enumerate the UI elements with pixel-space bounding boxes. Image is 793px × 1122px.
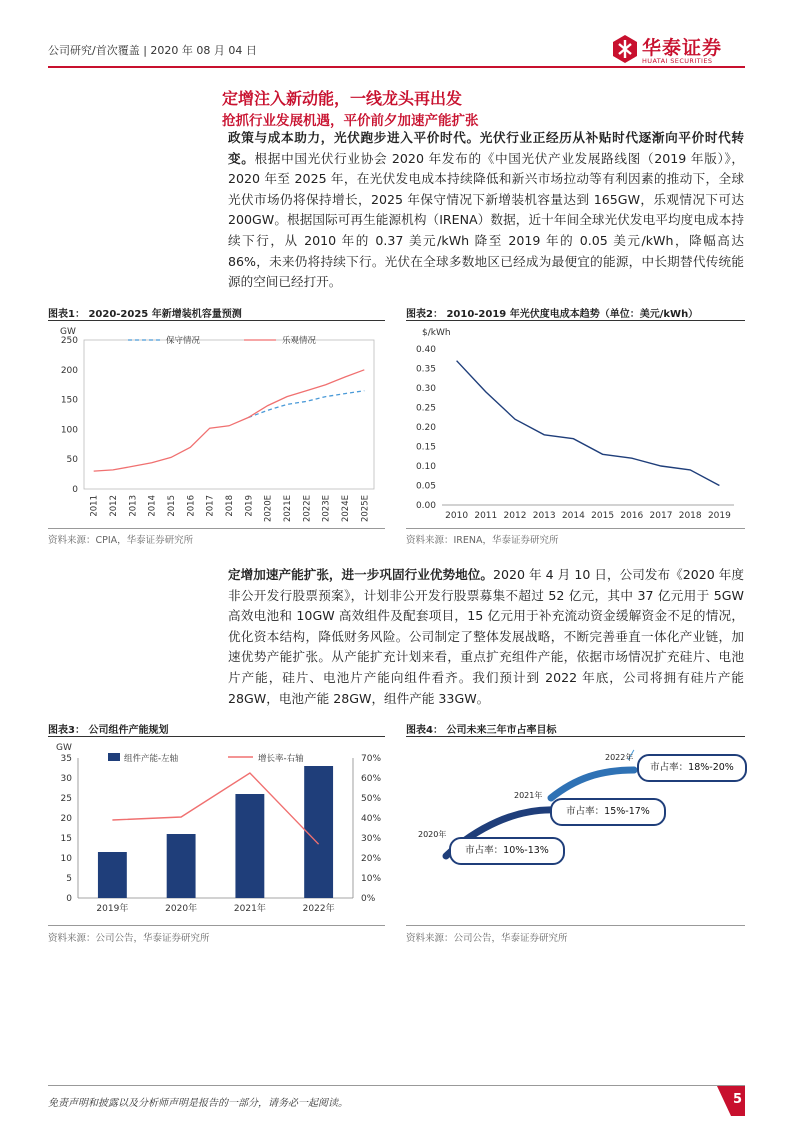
- figure1-chart: [48, 322, 385, 527]
- y-tick-label: 0.30: [415, 384, 436, 394]
- y-right-tick-label: 50%: [361, 794, 382, 804]
- milestone-box-2021: 市占率：15%-17%: [550, 798, 666, 826]
- y-tick-label: 150: [60, 395, 78, 406]
- x-tick-label: 2013: [128, 495, 139, 517]
- y-left-tick-label: 35: [60, 754, 72, 764]
- y-tick-label: 0: [72, 485, 78, 495]
- figure3-rule: [48, 736, 385, 737]
- milestone-box-2022: 市占率：18%-20%: [637, 754, 747, 782]
- paragraph-lead: 政策与成本助力，光伏跑步进入平价时代。光伏行业正经历从补贴时代逐渐向平价时代转变。: [228, 130, 744, 166]
- series-line-conservative: [248, 391, 364, 418]
- y-right-tick-label: 60%: [361, 774, 382, 784]
- y-tick-label: 0.25: [415, 403, 436, 414]
- figure4-source: 资料来源：公司公告，华泰证券研究所: [406, 933, 568, 944]
- x-tick-label: 2017: [649, 511, 673, 521]
- legend-swatch: [108, 753, 120, 761]
- figure1-end-rule: [48, 528, 385, 529]
- milestone-year-2020: 2020年: [418, 830, 447, 839]
- x-tick-label: 2019年: [96, 904, 129, 914]
- section-subtitle: 抢抓行业发展机遇，平价前夕加速产能扩张: [222, 113, 479, 129]
- y-tick-label: 0.40: [415, 345, 436, 355]
- x-tick-label: 2020E: [263, 495, 274, 523]
- milestone-year-2022: 2022年: [605, 753, 634, 762]
- x-tick-label: 2011: [474, 511, 498, 521]
- y-left-tick-label: 25: [60, 794, 72, 804]
- x-tick-label: 2020年: [165, 904, 198, 914]
- figure4-title: 图表4： 公司未来三年市占率目标: [406, 725, 557, 736]
- x-tick-label: 2024E: [341, 495, 351, 523]
- milestone-box-2020: 市占率：10%-13%: [449, 837, 565, 865]
- x-tick-label: 2010: [445, 511, 469, 521]
- y-right-tick-label: 0%: [361, 894, 376, 904]
- y-right-tick-label: 20%: [361, 854, 382, 864]
- y-right-tick-label: 30%: [361, 834, 382, 844]
- x-tick-label: 2015: [167, 495, 177, 517]
- figure1-rule: [48, 320, 385, 321]
- y-left-tick-label: 5: [66, 874, 72, 884]
- huatai-logo-icon: [612, 34, 638, 64]
- header-breadcrumb: 公司研究/首次覆盖 | 2020 年 08 月 04 日: [48, 44, 257, 57]
- growth-rate-line: [112, 773, 318, 844]
- legend-label: 增长率-右轴: [258, 754, 304, 764]
- y-axis-label: $/kWh: [422, 328, 451, 338]
- paragraph-lead: 定增加速产能扩张，进一步巩固行业优势地位。: [228, 567, 493, 582]
- figure3-title: 图表3： 公司组件产能规划: [48, 725, 169, 736]
- footer-disclaimer: 免责声明和披露以及分析师声明是报告的一部分，请务必一起阅读。: [48, 1098, 348, 1109]
- intro-paragraph: [228, 128, 744, 293]
- y-tick-label: 50: [66, 455, 78, 466]
- x-tick-label: 2015: [591, 511, 615, 521]
- y-axis-label: GW: [56, 743, 72, 753]
- x-tick-label: 2016: [186, 495, 197, 517]
- x-tick-label: 2013: [532, 511, 556, 521]
- y-right-tick-label: 10%: [361, 874, 382, 884]
- capacity-bar: [98, 852, 127, 898]
- y-tick-label: 0.35: [415, 364, 436, 375]
- x-tick-label: 2014: [561, 511, 585, 521]
- y-left-tick-label: 0: [66, 894, 72, 904]
- capacity-bar: [304, 766, 333, 898]
- footer-divider: [48, 1085, 745, 1086]
- section-title: 定增注入新动能，一线龙头再出发: [222, 89, 463, 108]
- x-tick-label: 2012: [503, 511, 527, 521]
- series-line-optimistic: [94, 370, 365, 471]
- paragraph-body: 2020 年 4 月 10 日，公司发布《2020 年度非公开发行股票预案》，计划非公开发行股票募集不超过 52 亿元，其中 37 亿元用于 5GW 高效电池和 10GW 高效组件及配套项目，15 亿元用于补充流动资金缓解资金不足的情况，优化资本结构，降低财务风险。公司制定了整体发展战略，不断完善垂直一体化产业链，加速优势产能扩张。从产能扩充计划来看，重点扩充组件产能，依据市场情况扩充硅片、电池片产能，硅片、电池片产能向组件看齐。我们预计到 2022 年底，公司将拥有硅片产能 28GW，电池产能 28GW，组件产能 33GW。: [228, 567, 744, 706]
- y-tick-label: 0.05: [415, 481, 436, 492]
- figure1-title: 图表1： 2020-2025 年新增装机容量预测: [48, 309, 242, 320]
- figure2-source: 资料来源：IRENA，华泰证券研究所: [406, 535, 559, 546]
- y-tick-label: 0.00: [415, 501, 436, 511]
- series-line-cost: [457, 361, 720, 486]
- figure2-title: 图表2： 2010-2019 年光伏度电成本趋势（单位：美元/kWh）: [406, 309, 699, 320]
- y-tick-label: 100: [60, 425, 78, 436]
- page-number: 5: [733, 1092, 743, 1107]
- y-tick-label: 200: [60, 365, 78, 376]
- figure3-chart: [48, 738, 385, 923]
- capacity-paragraph: [228, 565, 744, 709]
- x-tick-label: 2018: [225, 495, 235, 517]
- y-left-tick-label: 20: [60, 814, 72, 824]
- y-tick-label: 0.20: [415, 423, 436, 433]
- x-tick-label: 2025E: [360, 495, 371, 523]
- header-divider: [48, 66, 745, 68]
- y-right-tick-label: 40%: [361, 814, 382, 824]
- capacity-bar: [167, 834, 196, 898]
- x-tick-label: 2022年: [302, 904, 335, 914]
- y-right-tick-label: 70%: [361, 754, 382, 764]
- figure3-end-rule: [48, 925, 385, 926]
- x-tick-label: 2012: [109, 495, 119, 517]
- figure3-source: 资料来源：公司公告，华泰证券研究所: [48, 933, 210, 944]
- legend-label: 乐观情况: [282, 336, 317, 346]
- y-tick-label: 0.10: [415, 462, 436, 472]
- arc-2021: [551, 770, 634, 798]
- figure4-end-rule: [406, 925, 745, 926]
- milestone-year-2021: 2021年: [514, 791, 543, 800]
- y-left-tick-label: 15: [60, 834, 72, 844]
- legend-label: 保守情况: [166, 336, 201, 346]
- x-tick-label: 2016: [620, 511, 644, 521]
- paragraph-body: 根据中国光伏行业协会 2020 年发布的《中国光伏产业发展路线图（2019 年版）》，2020 年至 2025 年，在光伏发电成本持续降低和新兴市场拉动等有利因素的推动下，全球光伏市场仍将保持增长，2025 年保守情况下新增装机容量达到 165GW，乐观情况下可达 200GW。根据国际可再生能源机构（IRENA）数据，近十年间全球光伏发电平均度电成本持续下行，从 2010 年的 0.37 美元/kWh 降至 2019 年的 0.05 美元/kWh，降幅高达 86%，未来仍将持续下行。光伏在全球多数地区已经成为最便宜的能源，中长期替代传统能源的空间已经打开。: [228, 150, 745, 290]
- figure2-rule: [406, 320, 745, 321]
- y-left-tick-label: 30: [60, 774, 72, 784]
- y-tick-label: 0.15: [415, 442, 436, 453]
- x-tick-label: 2022E: [302, 495, 313, 523]
- x-tick-label: 2023E: [321, 495, 332, 523]
- figure2-chart: [406, 322, 745, 527]
- x-tick-label: 2011: [89, 495, 100, 517]
- figure4-rule: [406, 736, 745, 737]
- x-tick-label: 2019: [707, 511, 731, 521]
- legend-label: 组件产能-左轴: [124, 754, 179, 764]
- x-tick-label: 2014: [147, 495, 158, 517]
- y-left-tick-label: 10: [60, 854, 72, 864]
- x-tick-label: 2019: [244, 495, 255, 517]
- logo-name-en: HUATAI SECURITIES: [642, 57, 713, 65]
- logo-name-cn: 华泰证券: [642, 37, 723, 59]
- figure2-end-rule: [406, 528, 745, 529]
- x-tick-label: 2018: [678, 511, 702, 521]
- y-tick-label: 250: [60, 336, 78, 346]
- y-axis-label: GW: [60, 327, 76, 337]
- figure1-source: 资料来源：CPIA，华泰证券研究所: [48, 535, 194, 546]
- x-tick-label: 2021E: [283, 495, 293, 523]
- x-tick-label: 2021年: [233, 904, 266, 914]
- x-tick-label: 2017: [205, 495, 216, 517]
- capacity-bar: [235, 794, 264, 898]
